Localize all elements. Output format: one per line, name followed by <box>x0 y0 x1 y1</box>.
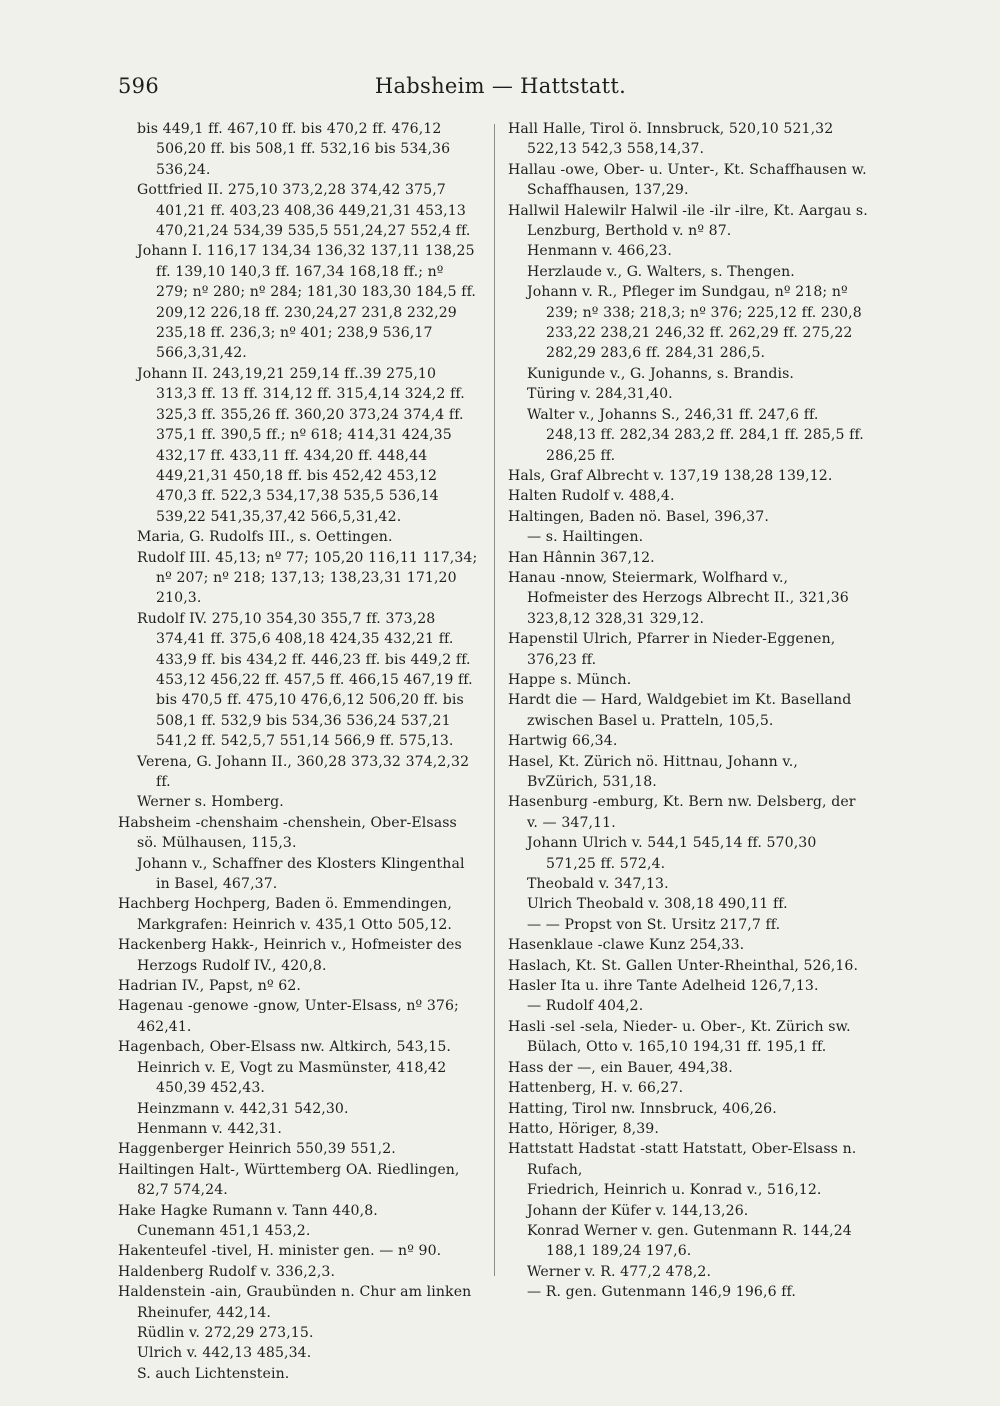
index-subentry: — — Propst von St. Ursitz 217,7 ff. <box>527 916 781 933</box>
index-subentry: Johann v., Schaffner des Klosters Klingenthal in Basel, 467,37. <box>137 855 465 893</box>
index-subentry: Gottfried II. 275,10 373,2,28 374,42 375,7 401,21 ff. 403,23 408,36 449,21,31 453,13 470,21,24 534,39 535,5 551,24,27 552,4 ff. <box>137 182 471 240</box>
index-entry: Hake Hagke Rumann v. Tann 440,8. <box>118 1202 378 1219</box>
index-subentry: Johann Ulrich v. 544,1 545,14 ff. 570,30 571,25 ff. 572,4. <box>527 835 817 872</box>
index-entry: Hartwig 66,34. <box>508 733 618 750</box>
index-entry: Hatting, Tirol nw. Innsbruck, 406,26. <box>508 1100 777 1117</box>
index-entry: Hapenstil Ulrich, Pfarrer in Nieder-Eggenen, 376,23 ff. <box>508 631 836 668</box>
running-title: Habsheim — Hattstatt. <box>374 74 627 98</box>
index-entry: Hardt die — Hard, Waldgebiet im Kt. Baselland zwischen Basel u. Pratteln, 105,5. <box>508 692 852 729</box>
left-column <box>118 119 480 1382</box>
index-subentry: Walter v., Johanns S., 246,31 ff. 247,6 ff. 248,13 ff. 282,34 283,2 ff. 284,1 ff. 285,5 ff. 286,25 ff. <box>527 406 864 464</box>
index-entry: Happe s. Münch. <box>508 671 632 688</box>
index-entry: Habsheim -chenshaim -chenshein, Ober-Elsass sö. Mülhausen, 115,3. <box>118 814 457 852</box>
index-subentry: S. auch Lichtenstein. <box>137 1365 290 1382</box>
index-subentry: Rudolf IV. 275,10 354,30 355,7 ff. 373,28 374,41 ff. 375,6 408,18 424,35 432,21 ff. 433,9 ff. bis 434,2 ff. 446,23 ff. bis 449,2 ff. 453,12 456,22 ff. 457,5 ff. 466,15 467,19 ff. bis 470,5 ff. 475,10 476,6,12 506,20 ff. bis 508,1 ff. 532,9 bis 534,36 536,24 537,21 541,2 ff. 542,5,7 551,14 566,9 ff. 575,13. <box>137 610 473 750</box>
index-subentry: Ulrich v. 442,13 485,34. <box>137 1345 312 1362</box>
index-subentry: Heinrich v. E, Vogt zu Masmünster, 418,42 450,39 452,43. <box>137 1059 447 1097</box>
index-entry: Hachberg Hochperg, Baden ö. Emmendingen, Markgrafen: Heinrich v. 435,1 Otto 505,12. <box>118 896 452 933</box>
index-subentry: Heinzmann v. 442,31 542,30. <box>137 1100 349 1117</box>
index-entry: Hasel, Kt. Zürich nö. Hittnau, Johann v., BvZürich, 531,18. <box>508 753 798 790</box>
right-column <box>508 119 870 1301</box>
index-subentry: Verena, G. Johann II., 360,28 373,32 374,2,32 ff. <box>137 753 470 790</box>
index-entry: Hall Halle, Tirol ö. Innsbruck, 520,10 521,32 522,13 542,3 558,14,37. <box>508 121 834 158</box>
index-entry: Hagenau -genowe -gnow, Unter-Elsass, nº 376; 462,41. <box>118 998 459 1035</box>
index-entry: Hass der —, ein Bauer, 494,38. <box>508 1059 733 1076</box>
index-entry: Hatto, Höriger, 8,39. <box>508 1120 659 1137</box>
column-divider <box>494 124 495 1276</box>
index-subentry: Werner s. Homberg. <box>137 794 284 811</box>
index-subentry: Maria, G. Rudolfs III., s. Oettingen. <box>137 529 393 546</box>
index-entry: Hasli -sel -sela, Nieder- u. Ober-, Kt. Zürich sw. Bülach, Otto v. 165,10 194,31 ff. 195,1 ff. <box>508 1018 851 1056</box>
index-subentry: Herzlaude v., G. Walters, s. Thengen. <box>527 263 795 280</box>
index-subentry: Konrad Werner v. gen. Gutenmann R. 144,24 188,1 189,24 197,6. <box>527 1222 852 1260</box>
index-subentry: Ulrich Theobald v. 308,18 490,11 ff. <box>527 896 788 913</box>
index-entry: Haldenstein -ain, Graubünden n. Chur am linken Rheinufer, 442,14. <box>118 1284 472 1321</box>
index-subentry: — Rudolf 404,2. <box>527 998 644 1015</box>
index-subentry: Werner v. R. 477,2 478,2. <box>527 1263 712 1280</box>
index-subentry: — R. gen. Gutenmann 146,9 196,6 ff. <box>527 1284 796 1301</box>
index-entry: Hadrian IV., Papst, nº 62. <box>118 978 301 995</box>
index-entry: Hanau -nnow, Steiermark, Wolfhard v., Hofmeister des Herzogs Albrecht II., 321,36 323,8,12 328,31 329,12. <box>508 569 849 627</box>
index-entry: Hasenburg -emburg, Kt. Bern nw. Delsberg, der v. — 347,11. <box>508 794 856 831</box>
index-entry: Halten Rudolf v. 488,4. <box>508 488 675 505</box>
index-subentry: Cunemann 451,1 453,2. <box>137 1222 311 1239</box>
index-subentry: bis 449,1 ff. 467,10 ff. bis 470,2 ff. 476,12 506,20 ff. bis 508,1 ff. 532,16 bis 534,36 536,24. <box>137 121 451 178</box>
index-subentry: Friedrich, Heinrich u. Konrad v., 516,12. <box>527 1182 822 1199</box>
page-header <box>118 74 883 108</box>
index-subentry: Kunigunde v., G. Johanns, s. Brandis. <box>527 365 795 382</box>
index-entry: Hallwil Halewilr Halwil -ile -ilr -ilre, Kt. Aargau s. Lenzburg, Berthold v. nº 87. <box>508 202 868 240</box>
index-subentry: Johann v. R., Pfleger im Sundgau, nº 218; nº 239; nº 338; 218,3; nº 376; 225,12 ff. 230,8 233,22 238,21 246,32 ff. 262,29 ff. 275,22 282,29 283,6 ff. 284,31 286,5. <box>527 284 862 362</box>
index-subentry: Johann II. 243,19,21 259,14 ff..39 275,10 313,3 ff. 13 ff. 314,12 ff. 315,4,14 324,2 ff. 325,3 ff. 355,26 ff. 360,20 373,24 374,4 ff. 375,1 ff. 390,5 ff.; nº 618; 414,31 424,35 432,17 ff. 433,11 ff. 434,20 ff. 448,44 449,21,31 450,18 ff. bis 452,42 453,12 470,3 ff. 522,3 534,17,38 535,5 536,14 539,22 541,35,37,42 566,5,31,42. <box>137 365 465 525</box>
page-number: 596 <box>118 74 159 98</box>
index-entry: Hasenklaue -clawe Kunz 254,33. <box>508 937 745 954</box>
index-entry: Hasler Ita u. ihre Tante Adelheid 126,7,13. <box>508 978 819 995</box>
index-entry: Hattstatt Hadstat -statt Hatstatt, Ober-Elsass n. Rufach, <box>508 1141 857 1178</box>
index-subentry: Türing v. 284,31,40. <box>527 386 673 403</box>
index-entry: Hackenberg Hakk-, Heinrich v., Hofmeister des Herzogs Rudolf IV., 420,8. <box>118 937 462 974</box>
index-subentry: Henmann v. 466,23. <box>527 243 672 260</box>
index-entry: Hals, Graf Albrecht v. 137,19 138,28 139,12. <box>508 467 833 484</box>
index-subentry: Theobald v. 347,13. <box>527 876 669 893</box>
index-entry: Haslach, Kt. St. Gallen Unter-Rheinthal, 526,16. <box>508 957 859 974</box>
index-subentry: Johann I. 116,17 134,34 136,32 137,11 138,25 ff. 139,10 140,3 ff. 167,34 168,18 ff.; nº 279; nº 280; nº 284; 181,30 183,30 184,5 ff. 209,12 226,18 ff. 230,24,27 231,8 232,29 235,18 ff. 236,3; nº 401; 238,9 536,17 566,3,31,42. <box>137 243 476 362</box>
index-subentry: Henmann v. 442,31. <box>137 1120 282 1137</box>
index-subentry: — s. Hailtingen. <box>527 529 644 546</box>
index-entry: Hallau -owe, Ober- u. Unter-, Kt. Schaffhausen w. Schaffhausen, 137,29. <box>508 161 867 199</box>
index-subentry: Rudolf III. 45,13; nº 77; 105,20 116,11 117,34; nº 207; nº 218; 137,13; 138,23,31 171,20 210,3. <box>137 549 478 607</box>
index-entry: Haltingen, Baden nö. Basel, 396,37. <box>508 508 769 525</box>
index-entry: Hagenbach, Ober-Elsass nw. Altkirch, 543,15. <box>118 1039 451 1056</box>
index-entry: Hakenteufel -tivel, H. minister gen. — nº 90. <box>118 1243 442 1260</box>
index-subentry: Rüdlin v. 272,29 273,15. <box>137 1324 314 1341</box>
index-entry: Hattenberg, H. v. 66,27. <box>508 1080 684 1097</box>
index-entry: Han Hânnin 367,12. <box>508 549 655 566</box>
index-subentry: Johann der Küfer v. 144,13,26. <box>527 1202 749 1219</box>
index-entry: Haggenberger Heinrich 550,39 551,2. <box>118 1141 396 1158</box>
index-entry: Hailtingen Halt-, Württemberg OA. Riedlingen, 82,7 574,24. <box>118 1161 460 1199</box>
index-entry: Haldenberg Rudolf v. 336,2,3. <box>118 1263 336 1280</box>
